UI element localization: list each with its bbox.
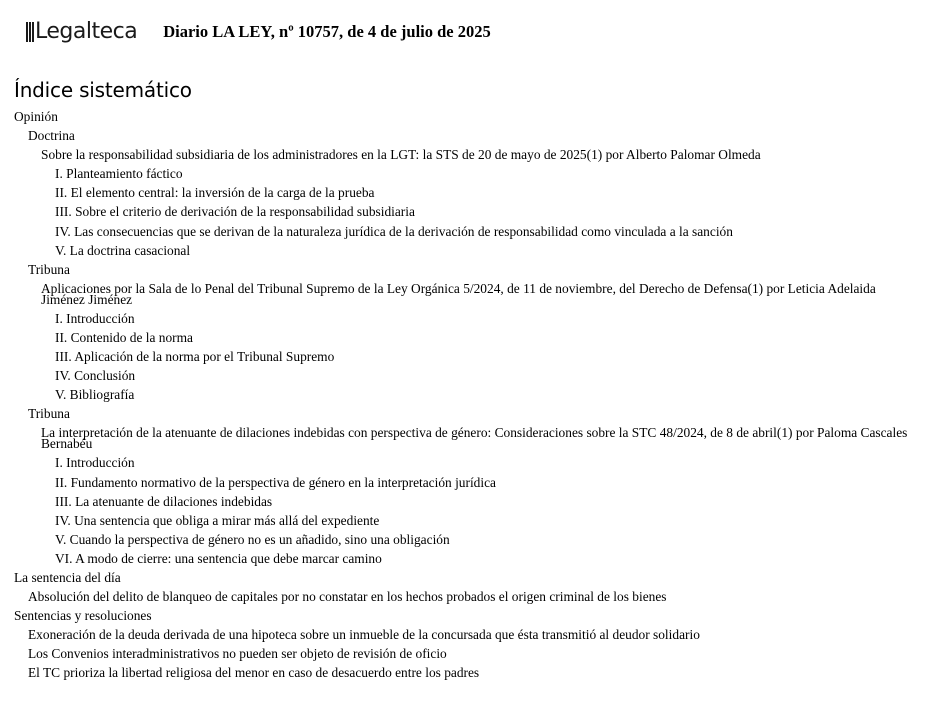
logo-bars-icon (26, 22, 34, 42)
toc-section-link[interactable]: III. Sobre el criterio de derivación de la responsabilidad subsidiaria (55, 204, 415, 220)
toc-section-link[interactable]: V. Cuando la perspectiva de género no es un añadido, sino una obligación (55, 531, 450, 547)
toc-section-link[interactable]: I. Introducción (55, 455, 135, 471)
toc-article-link[interactable]: Exoneración de la deuda derivada de una hipoteca sobre un inmueble de la concursada que ésta transmitió al deudor solidario (28, 627, 700, 643)
toc-article-link[interactable]: Absolución del delito de blanqueo de capitales por no constatar en los hechos probados el origen criminal de los bienes (28, 589, 667, 605)
toc-section-link[interactable]: II. Fundamento normativo de la perspectiva de género en la interpretación jurídica (55, 474, 496, 490)
logo-text: Legalteca (35, 19, 138, 44)
toc-section-link[interactable]: III. La atenuante de dilaciones indebidas (55, 493, 273, 509)
toc-section-link[interactable]: III. Aplicación de la norma por el Tribunal Supremo (55, 349, 335, 365)
toc-article-link[interactable]: La interpretación de la atenuante de dilaciones indebidas con perspectiva de género: Consideraciones sobre la STC 48/2024, de 8 de abril(1) por Paloma Cascales Bernabéu (41, 425, 908, 452)
toc-section-opinion[interactable]: Opinión (14, 109, 58, 124)
toc-section-link[interactable]: V. La doctrina casacional (55, 242, 191, 258)
toc-section-link[interactable]: IV. Una sentencia que obliga a mirar más allá del expediente (55, 512, 380, 528)
toc-section-link[interactable]: II. Contenido de la norma (55, 329, 193, 345)
toc-section-link[interactable]: VI. A modo de cierre: una sentencia que debe marcar camino (55, 550, 382, 566)
table-of-contents (14, 107, 914, 683)
index-title: Índice sistemático (14, 78, 192, 102)
toc-subsection-tribuna[interactable]: Tribuna (28, 261, 70, 277)
toc-article-link[interactable]: Los Convenios interadministrativos no pueden ser objeto de revisión de oficio (28, 646, 447, 662)
toc-section-sentencia-del-dia[interactable]: La sentencia del día (14, 569, 121, 585)
toc-article-link[interactable]: Sobre la responsabilidad subsidiaria de los administradores en la LGT: la STS de 20 de mayo de 2025(1) por Alberto Palomar Olmeda (41, 147, 761, 163)
toc-section-link[interactable]: IV. Conclusión (55, 368, 136, 384)
legalteca-logo[interactable] (26, 16, 137, 48)
toc-article-link[interactable]: Aplicaciones por la Sala de lo Penal del Tribunal Supremo de la Ley Orgánica 5/2024, de 11 de noviembre, del Derecho de Defensa(1) por Leticia Adelaida Jiménez Jiménez (41, 280, 876, 307)
toc-section-link[interactable]: I. Introducción (55, 310, 135, 326)
journal-title: Diario LA LEY, nº 10757, de 4 de julio de 2025 (163, 22, 491, 41)
toc-subsection-tribuna[interactable]: Tribuna (28, 406, 70, 422)
toc-section-sentencias-resoluciones[interactable]: Sentencias y resoluciones (14, 608, 152, 624)
toc-section-link[interactable]: IV. Las consecuencias que se derivan de la naturaleza jurídica de la derivación de responsabilidad como vinculada a la sanción (55, 223, 733, 239)
toc-section-link[interactable]: I. Planteamiento fáctico (55, 166, 183, 182)
toc-subsection-doctrina[interactable]: Doctrina (28, 128, 75, 144)
toc-section-link[interactable]: V. Bibliografía (55, 387, 135, 403)
page-header (26, 16, 491, 48)
toc-article-link[interactable]: El TC prioriza la libertad religiosa del menor en caso de desacuerdo entre los padres (28, 665, 480, 681)
toc-section-link[interactable]: II. El elemento central: la inversión de la carga de la prueba (55, 185, 375, 201)
